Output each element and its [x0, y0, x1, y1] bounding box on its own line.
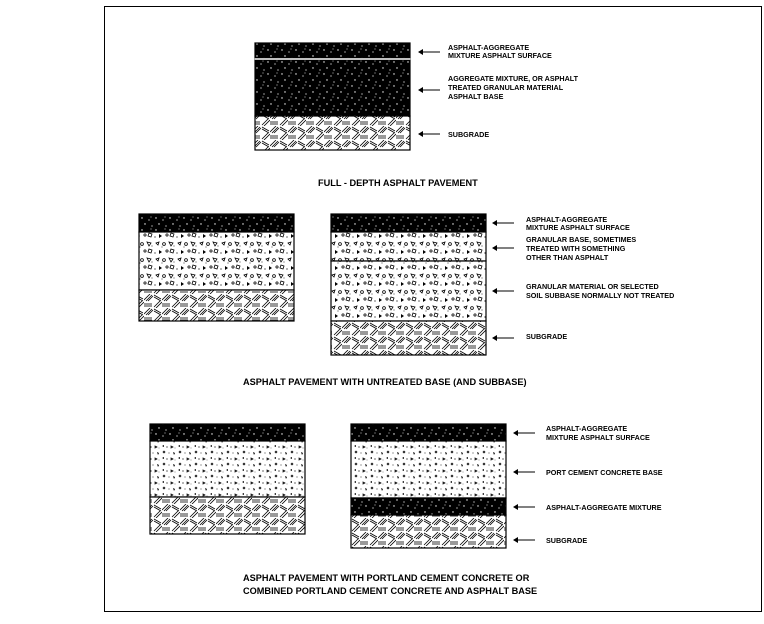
diagram1-base-layer — [255, 60, 410, 116]
diagram1-subgrade-layer — [255, 116, 410, 150]
d3-right-concrete-layer — [351, 441, 506, 498]
d3-surface-label-2: MIXTURE ASPHALT SURFACE — [546, 433, 650, 442]
d2-subbase-label-1: GRANULAR MATERIAL OR SELECTED — [526, 282, 659, 291]
d1-subgrade-label: SUBGRADE — [448, 130, 490, 139]
d2-base-label-1: GRANULAR BASE, SOMETIMES — [526, 235, 637, 244]
diagram1-surface-layer — [255, 43, 410, 58]
d2-left-surface-layer — [139, 214, 294, 232]
d1-base-label-2: TREATED GRANULAR MATERIAL — [448, 83, 564, 92]
d2-subgrade-label: SUBGRADE — [526, 332, 568, 341]
diagram3-right-section — [351, 424, 506, 548]
arrow-icon — [513, 430, 518, 436]
diagram2-right-section — [331, 214, 486, 355]
d2-right-subbase-layer — [331, 261, 486, 321]
diagram1-section — [255, 43, 410, 150]
d3-caption-2: COMBINED PORTLAND CEMENT CONCRETE AND ASPHALT BASE — [243, 586, 538, 596]
d2-left-subgrade-layer — [139, 290, 294, 321]
d1-surface-label-1: ASPHALT-AGGREGATE — [448, 43, 530, 52]
arrow-icon — [418, 87, 423, 93]
arrow-icon — [492, 220, 497, 226]
d2-subbase-label-2: SOIL SUBBASE NORMALLY NOT TREATED — [526, 291, 675, 300]
d3-caption-1: ASPHALT PAVEMENT WITH PORTLAND CEMENT CONCRETE OR — [243, 573, 530, 583]
diagram2-left-section — [139, 214, 294, 321]
d2-right-base-layer — [331, 232, 486, 261]
d1-surface-label-2: MIXTURE ASPHALT SURFACE — [448, 51, 552, 60]
d1-base-label-3: ASPHALT BASE — [448, 92, 504, 101]
d3-subgrade-label: SUBGRADE — [546, 536, 588, 545]
d2-surface-label-2: MIXTURE ASPHALT SURFACE — [526, 223, 630, 232]
d3-mixture-label: ASPHALT-AGGREGATE MIXTURE — [546, 503, 662, 512]
d2-right-subgrade-layer — [331, 321, 486, 355]
d3-left-surface-layer — [150, 424, 305, 441]
d3-right-subgrade-layer — [351, 515, 506, 548]
diagram3-left-section — [150, 424, 305, 534]
arrow-icon — [418, 49, 423, 55]
d2-right-surface-layer — [331, 214, 486, 232]
d3-left-subgrade-layer — [150, 497, 305, 534]
d2-base-label-3: OTHER THAN ASPHALT — [526, 253, 609, 262]
arrow-icon — [418, 131, 423, 137]
d2-caption: ASPHALT PAVEMENT WITH UNTREATED BASE (AND SUBBASE) — [243, 377, 527, 387]
arrow-icon — [492, 335, 497, 341]
d2-base-label-2: TREATED WITH SOMETHING — [526, 244, 626, 253]
d3-left-concrete-layer — [150, 441, 305, 497]
d3-surface-label-1: ASPHALT-AGGREGATE — [546, 424, 628, 433]
arrow-icon — [492, 245, 497, 251]
arrow-icon — [513, 537, 518, 543]
d3-right-surface-layer — [351, 424, 506, 441]
d2-surface-label-1: ASPHALT-AGGREGATE — [526, 215, 608, 224]
d1-base-label-1: AGGREGATE MIXTURE, OR ASPHALT — [448, 74, 579, 83]
d2-left-base-layer — [139, 232, 294, 290]
arrow-icon — [513, 504, 518, 510]
arrow-icon — [513, 469, 518, 475]
d3-concrete-label: PORT CEMENT CONCRETE BASE — [546, 468, 663, 477]
d3-right-mixture-layer — [351, 498, 506, 515]
arrow-icon — [492, 288, 497, 294]
d1-caption: FULL - DEPTH ASPHALT PAVEMENT — [318, 178, 478, 188]
